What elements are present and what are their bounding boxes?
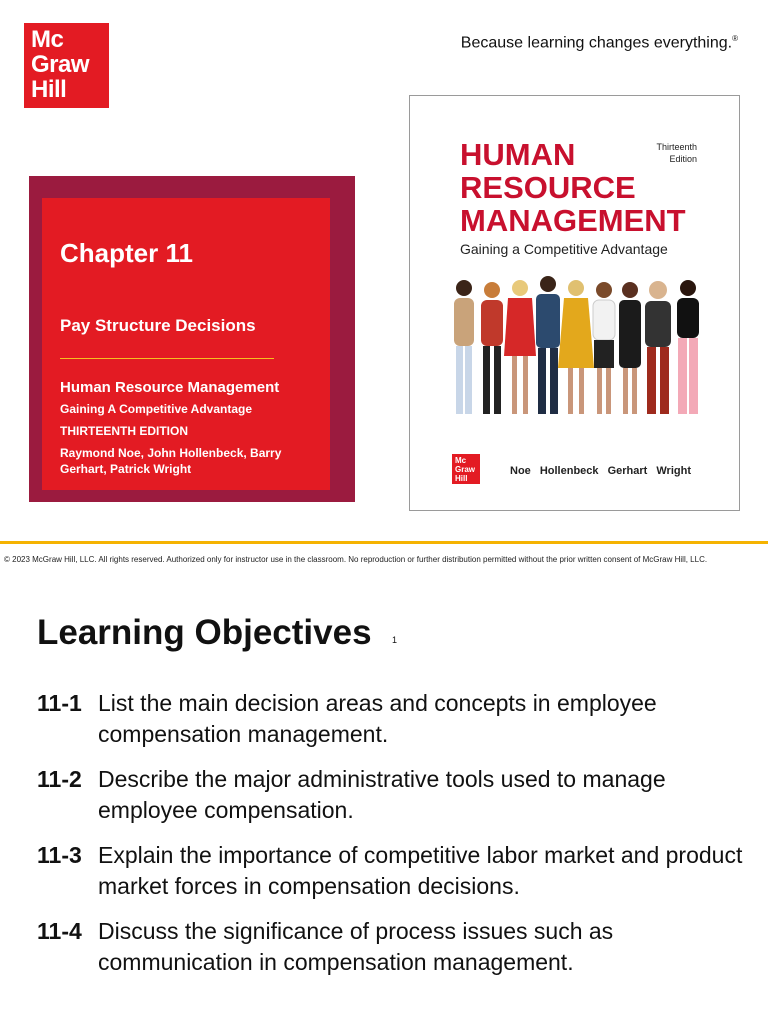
person-figure xyxy=(481,282,503,414)
cover-subtitle: Gaining a Competitive Advantage xyxy=(460,241,668,257)
chapter-box xyxy=(42,198,330,490)
copyright-notice: © 2023 McGraw Hill, LLC. All rights reserved. Authorized only for instructor use in the classroom. No reproduction or further distribution permitted without the prior written consent of McGraw Hill, LLC. xyxy=(4,555,708,564)
person-figure xyxy=(677,280,699,414)
objective-code: 11-3 xyxy=(37,842,82,868)
objective-code: 11-1 xyxy=(37,690,82,716)
book-authors: Raymond Noe, John Hollenbeck, Barry Gerhart, Patrick Wright xyxy=(60,446,282,476)
book-edition: THIRTEENTH EDITION xyxy=(60,424,188,438)
objective-code: 11-4 xyxy=(37,918,82,944)
chapter-subtitle: Pay Structure Decisions xyxy=(60,316,256,335)
person-figure xyxy=(504,280,536,414)
people-illustration xyxy=(446,274,712,434)
slide-title: Learning Objectives xyxy=(37,613,372,652)
chapter-title: Chapter 11 xyxy=(60,238,193,268)
objective-text: Describe the major administrative tools used to manage employee compensation. xyxy=(98,766,666,823)
chapter-frame xyxy=(29,176,355,502)
objective-text: List the main decision areas and concepts in employee compensation management. xyxy=(98,690,657,747)
cover-authors: Noe Hollenbeck Gerhart Wright xyxy=(510,465,691,477)
objective-item xyxy=(37,764,747,826)
objectives-list xyxy=(37,688,747,992)
objective-item xyxy=(37,916,747,978)
person-figure xyxy=(645,281,671,414)
footer-divider xyxy=(0,541,768,544)
cover-edition: Thirteenth Edition xyxy=(656,142,697,164)
objective-text: Explain the importance of competitive labor market and product market forces in compensation decisions. xyxy=(98,842,743,899)
objective-item xyxy=(37,688,747,750)
person-figure xyxy=(593,282,615,414)
cover-logo: Mc Graw Hill xyxy=(452,454,480,484)
tagline: Because learning changes everything.® xyxy=(460,34,738,52)
person-figure xyxy=(454,280,474,414)
slide-number: 1 xyxy=(392,635,398,645)
person-figure xyxy=(558,280,594,414)
book-cover xyxy=(409,95,740,511)
mcgraw-hill-logo: Mc Graw Hill xyxy=(24,23,109,108)
book-subtitle: Gaining A Competitive Advantage xyxy=(60,402,253,416)
book-name: Human Resource Management xyxy=(60,379,280,396)
objective-text: Discuss the significance of process issues such as communication in compensation management. xyxy=(98,918,614,975)
objective-item xyxy=(37,840,747,902)
person-figure xyxy=(536,276,560,414)
person-figure xyxy=(619,282,641,414)
objective-code: 11-2 xyxy=(37,766,82,792)
objectives-slide xyxy=(0,575,768,1024)
divider xyxy=(60,358,274,359)
cover-title: HUMAN RESOURCE MANAGEMENT xyxy=(460,137,686,238)
